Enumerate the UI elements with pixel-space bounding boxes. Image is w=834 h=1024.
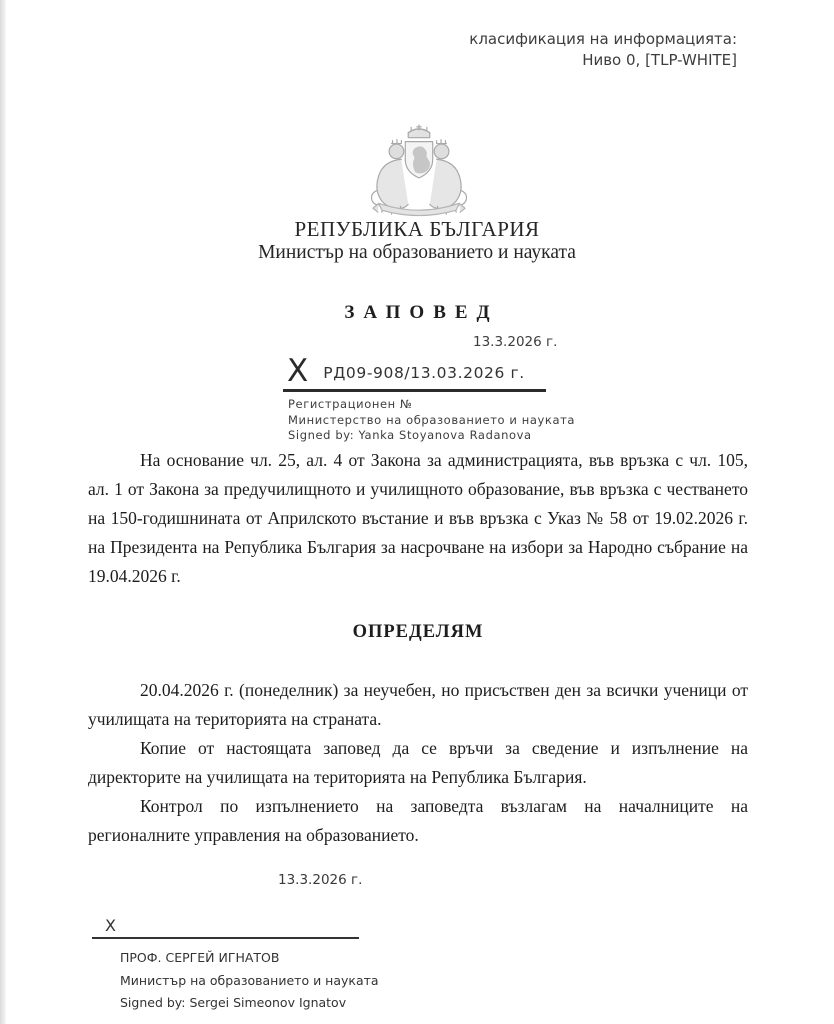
registration-signature-field[interactable] [283, 353, 576, 444]
signature-captions [92, 939, 379, 1015]
body-paragraph-legal-grounds: На основание чл. 25, ал. 4 от Закона за администрацията, във връзка с чл. 105, ал. 1 от Закона за предучилищното и училищното образование, във връзка с честването на 150-годишнината от Априлското въстание и във връзка с Указ № 58 от 19.02.2026 г. на Президента на Република България за насрочване на избори за Народно събрание на 19.04.2026 г. [88, 450, 748, 586]
registration-field-line [283, 353, 546, 392]
order-title: ЗАПОВЕД [344, 302, 499, 323]
signature-x-mark[interactable]: X [105, 916, 116, 935]
classification-line2: Ниво 0, [TLP-WHITE] [582, 51, 737, 69]
order-date: 13.3.2026 г. [473, 334, 558, 350]
body-paragraph-decision: 20.04.2026 г. (понеделник) за неучебен, но присъствен ден за всички ученици от училищата на територията на страната. [88, 680, 748, 729]
state-name-heading: РЕПУБЛИКА БЪЛГАРИЯ [294, 217, 540, 241]
signature-line [92, 916, 359, 939]
registration-caption-label: Регистрационен № [288, 397, 413, 411]
body-paragraph-control: Контрол по изпълнението на заповедта възлагам на началниците на регионалните управления на образованието. [88, 796, 748, 845]
signatory-title: Министър на образованието и науката [120, 972, 379, 988]
registration-caption-ministry: Министерство на образованието и науката [288, 412, 576, 427]
registration-caption-signed-by: Signed by: Yanka Stoyanova Radanova [288, 428, 532, 442]
signatory-signed-by: Signed by: Sergei Simeonov Ignatov [120, 995, 347, 1010]
bulgaria-coat-of-arms-icon [354, 122, 484, 220]
signature-x-mark[interactable]: X [287, 353, 309, 389]
classification-line1: класификация на информацията: [469, 30, 737, 48]
page-edge [0, 0, 6, 1024]
minister-signature-field[interactable] [92, 916, 379, 1015]
signature-date: 13.3.2026 г. [278, 872, 363, 888]
body-paragraph-distribution: Копие от настоящата заповед да се връчи за сведение и изпълнение на директорите на училищата на територията на Република България. [88, 738, 748, 787]
registration-number: РД09-908/13.03.2026 г. [323, 364, 525, 382]
order-body [88, 446, 748, 850]
registration-field-captions [283, 392, 576, 444]
minister-subheading: Министър на образованието и науката [258, 242, 576, 263]
classification-banner [469, 29, 737, 71]
decision-heading: ОПРЕДЕЛЯМ [352, 622, 484, 642]
signatory-name: ПРОФ. СЕРГЕЙ ИГНАТОВ [120, 950, 280, 965]
